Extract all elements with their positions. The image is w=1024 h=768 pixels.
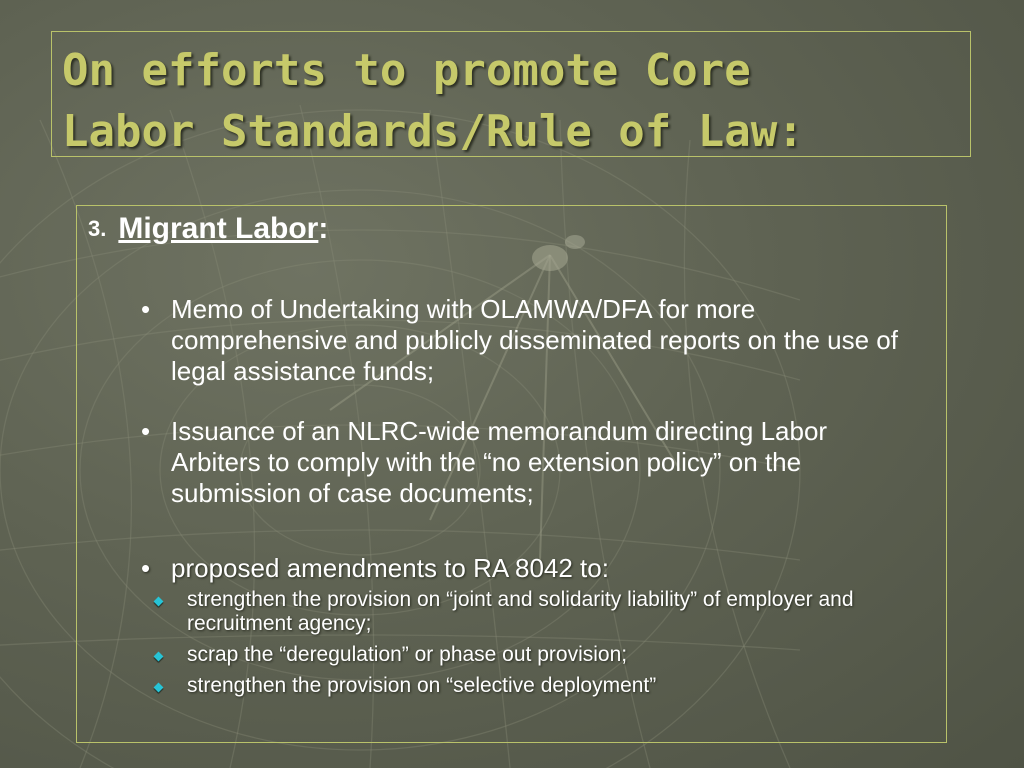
diamond-bullet-icon xyxy=(154,652,164,662)
bullet-marker: • xyxy=(141,416,151,446)
bullet-item xyxy=(141,294,921,387)
diamond-bullet-icon xyxy=(154,683,164,693)
section-heading xyxy=(88,212,328,246)
sub-bullet-text: scrap the “deregulation” or phase out provision; xyxy=(187,643,628,666)
bullet-marker: • xyxy=(141,553,151,583)
bullet-text: Memo of Undertaking with OLAMWA/DFA for more comprehensive and publicly disseminated reports on the use of legal assistance funds; xyxy=(171,294,898,386)
sub-bullet-text: strengthen the provision on “joint and solidarity liability” of employer and recruitment agency; xyxy=(187,588,854,635)
sub-bullet-text: strengthen the provision on “selective deployment” xyxy=(187,674,657,697)
bullet-text: proposed amendments to RA 8042 to: xyxy=(171,553,609,583)
content-box xyxy=(76,205,947,743)
sub-bullet-item xyxy=(171,588,921,636)
sub-bullet-list xyxy=(171,588,921,698)
section-number: 3. xyxy=(88,216,107,241)
bullet-item xyxy=(141,416,921,509)
diamond-bullet-icon xyxy=(154,597,164,607)
title-box xyxy=(51,31,971,157)
bullet-marker: • xyxy=(141,294,151,324)
bullet-list xyxy=(141,294,921,705)
section-label: Migrant Labor xyxy=(118,212,319,245)
bullet-text: Issuance of an NLRC-wide memorandum directing Labor Arbiters to comply with the “no extension policy” on the submission of case documents; xyxy=(171,416,828,508)
bullet-item xyxy=(141,553,921,698)
section-colon: : xyxy=(318,212,329,245)
sub-bullet-item xyxy=(171,674,921,698)
sub-bullet-item xyxy=(171,643,921,667)
slide-title: On efforts to promote Core Labor Standards/Rule of Law: xyxy=(62,45,804,157)
